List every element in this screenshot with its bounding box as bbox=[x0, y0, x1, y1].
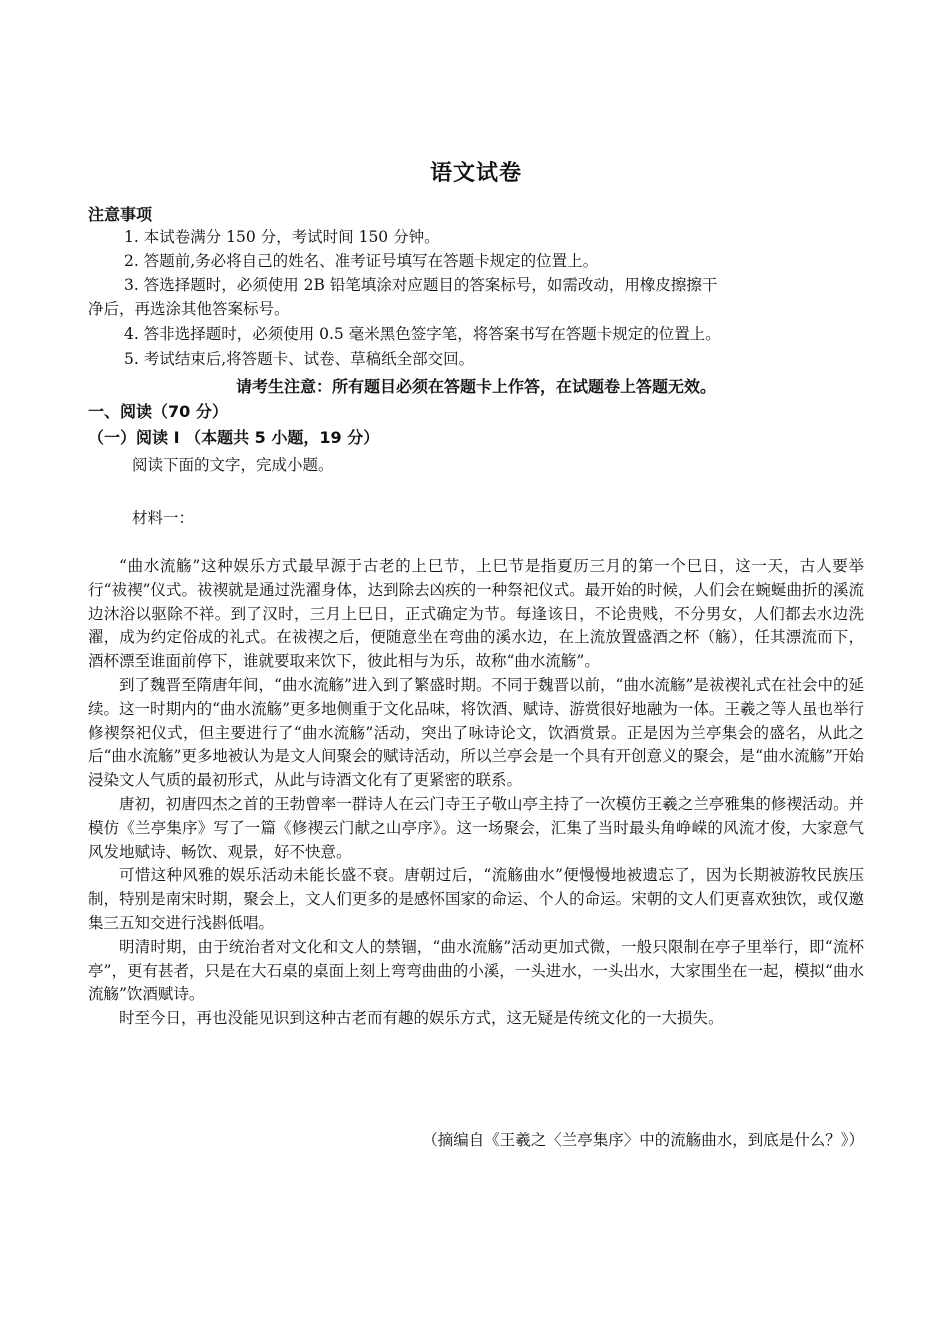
exam-warning: 请考生注意：所有题目必须在答题卡上作答，在试题卷上答题无效。 bbox=[235, 377, 716, 396]
page-title: 语文试卷 bbox=[429, 161, 522, 186]
notice-item-1: 1. 本试卷满分 150 分，考试时间 150 分钟。 bbox=[124, 228, 440, 246]
reading-passage bbox=[88, 555, 864, 1031]
section-heading-reading: 一、阅读（70 分） bbox=[88, 402, 228, 421]
passage-paragraph-5: 明清时期，由于统治者对文化和文人的禁锢，“曲水流觞”活动更加式微，一般只限制在亭子里举行，即“流杯亭”，更有甚者，只是在大石桌的桌面上刻上弯弯曲曲的小溪，一头进水，一头出水，大家围坐在一起，模拟“曲水流觞”饮酒赋诗。 bbox=[88, 937, 864, 1004]
notice-item-4: 4. 答非选择题时，必须使用 0.5 毫米黑色签字笔，将答案书写在答题卡规定的位置上。 bbox=[124, 325, 721, 343]
instruction-text: 阅读下面的文字，完成小题。 bbox=[132, 456, 334, 474]
notice-item-3: 3. 答选择题时，必须使用 2B 铅笔填涂对应题目的答案标号，如需改动，用橡皮擦擦干 bbox=[124, 276, 718, 294]
subsection-heading-reading-1: （一）阅读 I （本题共 5 小题，19 分） bbox=[88, 428, 380, 447]
notice-item-2: 2. 答题前,务必将自己的姓名、准考证号填写在答题卡规定的位置上。 bbox=[124, 252, 599, 270]
notice-heading: 注意事项 bbox=[88, 205, 153, 224]
passage-paragraph-2: 到了魏晋至隋唐年间，“曲水流觞”进入到了繁盛时期。不同于魏晋以前，“曲水流觞”是祓禊礼式在社会中的延续。这一时期内的“曲水流觞”更多地侧重于文化品味，将饮酒、赋诗、游赏很好地融为一体。王羲之等人虽也举行修禊祭祀仪式，但主要进行了“曲水流觞”活动，突出了咏诗论文，饮酒赏景。正是因为兰亭集会的盛名，从此之后“曲水流觞”更多地被认为是文人间聚会的赋诗活动，所以兰亭会是一个具有开创意义的聚会，是“曲水流觞”开始浸染文人气质的最初形式，从此与诗酒文化有了更紧密的联系。 bbox=[88, 675, 864, 790]
passage-source: （摘编自《王羲之〈兰亭集序〉中的流觞曲水，到底是什么？》） bbox=[422, 1131, 864, 1149]
passage-paragraph-3: 唐初，初唐四杰之首的王勃曾率一群诗人在云门寺王子敬山亭主持了一次模仿王羲之兰亭雅集的修禊活动。并模仿《兰亭集序》写了一篇《修禊云门献之山亭序》。这一场聚会，汇集了当时最头角峥嵘的风流才俊，大家意气风发地赋诗、畅饮、观景，好不快意。 bbox=[88, 794, 864, 861]
material-label: 材料一： bbox=[132, 509, 195, 527]
notice-item-5: 5. 考试结束后,将答题卡、试卷、草稿纸全部交回。 bbox=[124, 350, 475, 368]
passage-paragraph-6: 时至今日，再也没能见识到这种古老而有趣的娱乐方式，这无疑是传统文化的一大损失。 bbox=[119, 1009, 724, 1028]
passage-paragraph-4: 可惜这种风雅的娱乐活动未能长盛不衰。唐朝过后，“流觞曲水”便慢慢地被遗忘了，因为长期被游牧民族压制，特别是南宋时期，聚会上，文人们更多的是感怀国家的命运、个人的命运。宋朝的文人们更喜欢独饮，或仅邀集三五知交进行浅斟低唱。 bbox=[88, 866, 864, 932]
notice-item-3-cont: 净后，再选涂其他答案标号。 bbox=[88, 300, 290, 318]
passage-paragraph-1: “曲水流觞”这种娱乐方式最早源于古老的上巳节，上巳节是指夏历三月的第一个巳日，这一天，古人要举行“祓禊”仪式。祓禊就是通过洗濯身体，达到除去凶疾的一种祭祀仪式。最开始的时候，人们会在蜿蜒曲折的溪流边沐浴以驱除不祥。到了汉时，三月上巳日，正式确定为节。每逢该日，不论贵贱，不分男女，人们都去水边洗濯，成为约定俗成的礼式。在祓禊之后，便随意坐在弯曲的溪水边，在上流放置盛酒之杯（觞），任其漂流而下，酒杯漂至谁面前停下，谁就要取来饮下，彼此相与为乐，故称“曲水流觞”。 bbox=[88, 557, 864, 671]
